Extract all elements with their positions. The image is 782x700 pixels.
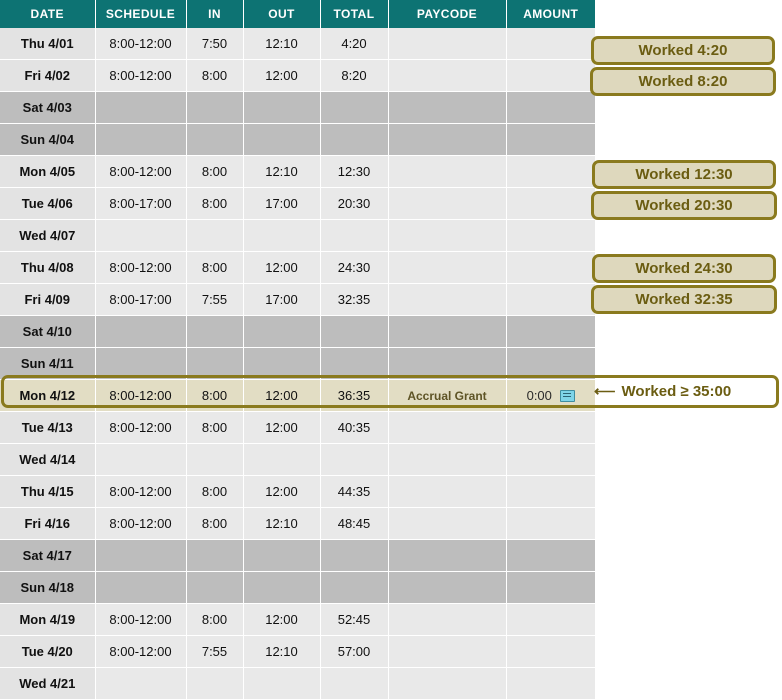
- column-header-paycode[interactable]: PAYCODE: [388, 0, 506, 28]
- cell-amount[interactable]: [506, 604, 595, 636]
- left-arrow-icon: ⟵: [594, 383, 616, 400]
- cell-total[interactable]: [320, 444, 388, 476]
- note-icon[interactable]: [560, 390, 575, 402]
- header-row: [0, 0, 595, 28]
- worked-total-callout: Worked 20:30: [591, 191, 777, 220]
- table-row[interactable]: [0, 252, 595, 284]
- cell-paycode[interactable]: [388, 92, 506, 124]
- cell-schedule[interactable]: 8:00-12:00: [95, 60, 186, 92]
- cell-amount[interactable]: [506, 348, 595, 380]
- column-header-out[interactable]: OUT: [243, 0, 320, 28]
- cell-out[interactable]: [243, 444, 320, 476]
- cell-schedule[interactable]: [95, 668, 186, 700]
- cell-paycode[interactable]: [388, 604, 506, 636]
- cell-amount[interactable]: [506, 412, 595, 444]
- cell-schedule[interactable]: 8:00-17:00: [95, 188, 186, 220]
- cell-out[interactable]: [243, 572, 320, 604]
- cell-total[interactable]: [320, 316, 388, 348]
- cell-in[interactable]: [186, 220, 243, 252]
- table-body: [0, 28, 595, 700]
- cell-schedule[interactable]: 8:00-12:00: [95, 252, 186, 284]
- cell-date[interactable]: Thu 4/01: [0, 28, 95, 60]
- cell-paycode[interactable]: [388, 476, 506, 508]
- cell-total[interactable]: [320, 220, 388, 252]
- cell-in[interactable]: 8:00: [186, 604, 243, 636]
- cell-schedule[interactable]: [95, 124, 186, 156]
- cell-date[interactable]: Wed 4/14: [0, 444, 95, 476]
- table-row[interactable]: [0, 316, 595, 348]
- cell-amount[interactable]: [506, 668, 595, 700]
- cell-date[interactable]: Mon 4/05: [0, 156, 95, 188]
- cell-total[interactable]: 4:20: [320, 28, 388, 60]
- cell-out[interactable]: 12:10: [243, 28, 320, 60]
- cell-paycode[interactable]: [388, 124, 506, 156]
- cell-amount[interactable]: [506, 188, 595, 220]
- column-header-date[interactable]: DATE: [0, 0, 95, 28]
- table-row[interactable]: [0, 284, 595, 316]
- cell-out[interactable]: 12:00: [243, 604, 320, 636]
- cell-schedule[interactable]: 8:00-12:00: [95, 28, 186, 60]
- table-header: [0, 0, 595, 28]
- cell-date[interactable]: Tue 4/20: [0, 636, 95, 668]
- cell-out[interactable]: 12:10: [243, 156, 320, 188]
- cell-date[interactable]: Fri 4/09: [0, 284, 95, 316]
- cell-amount[interactable]: [506, 476, 595, 508]
- cell-paycode[interactable]: [388, 316, 506, 348]
- table-row[interactable]: [0, 476, 595, 508]
- cell-total[interactable]: 40:35: [320, 412, 388, 444]
- table-row[interactable]: [0, 636, 595, 668]
- cell-paycode[interactable]: [388, 252, 506, 284]
- cell-amount[interactable]: [506, 92, 595, 124]
- cell-total[interactable]: [320, 540, 388, 572]
- cell-schedule[interactable]: [95, 92, 186, 124]
- cell-in[interactable]: 8:00: [186, 508, 243, 540]
- cell-out[interactable]: [243, 316, 320, 348]
- cell-paycode[interactable]: [388, 60, 506, 92]
- cell-in[interactable]: [186, 92, 243, 124]
- cell-in[interactable]: 8:00: [186, 252, 243, 284]
- cell-paycode[interactable]: [388, 156, 506, 188]
- cell-paycode[interactable]: [388, 508, 506, 540]
- worked-threshold-note: [594, 382, 731, 400]
- cell-date[interactable]: Tue 4/06: [0, 188, 95, 220]
- table-row[interactable]: [0, 540, 595, 572]
- cell-in[interactable]: 8:00: [186, 380, 243, 412]
- cell-date[interactable]: Fri 4/02: [0, 60, 95, 92]
- cell-amount[interactable]: [506, 636, 595, 668]
- cell-in[interactable]: 7:50: [186, 28, 243, 60]
- cell-in[interactable]: [186, 668, 243, 700]
- cell-paycode[interactable]: [388, 668, 506, 700]
- cell-out[interactable]: [243, 92, 320, 124]
- cell-total[interactable]: 44:35: [320, 476, 388, 508]
- cell-out[interactable]: 12:00: [243, 476, 320, 508]
- cell-in[interactable]: 7:55: [186, 636, 243, 668]
- cell-in[interactable]: [186, 540, 243, 572]
- cell-in[interactable]: [186, 124, 243, 156]
- cell-out[interactable]: 17:00: [243, 284, 320, 316]
- table-row[interactable]: [0, 444, 595, 476]
- cell-date[interactable]: Sun 4/11: [0, 348, 95, 380]
- cell-amount[interactable]: [506, 284, 595, 316]
- cell-paycode[interactable]: [388, 220, 506, 252]
- cell-date[interactable]: Mon 4/19: [0, 604, 95, 636]
- cell-paycode[interactable]: [388, 188, 506, 220]
- cell-in[interactable]: 8:00: [186, 156, 243, 188]
- cell-paycode[interactable]: [388, 636, 506, 668]
- cell-in[interactable]: [186, 572, 243, 604]
- cell-in[interactable]: 8:00: [186, 476, 243, 508]
- cell-date[interactable]: Tue 4/13: [0, 412, 95, 444]
- cell-paycode[interactable]: [388, 348, 506, 380]
- column-header-total[interactable]: TOTAL: [320, 0, 388, 28]
- worked-total-callout: Worked 4:20: [591, 36, 775, 65]
- cell-amount[interactable]: [506, 28, 595, 60]
- column-header-amount[interactable]: AMOUNT: [506, 0, 595, 28]
- cell-out[interactable]: 12:00: [243, 252, 320, 284]
- cell-amount[interactable]: [506, 60, 595, 92]
- cell-schedule[interactable]: [95, 540, 186, 572]
- cell-schedule[interactable]: 8:00-12:00: [95, 380, 186, 412]
- cell-in[interactable]: 8:00: [186, 412, 243, 444]
- cell-out[interactable]: [243, 668, 320, 700]
- cell-paycode[interactable]: [388, 412, 506, 444]
- cell-schedule[interactable]: [95, 348, 186, 380]
- cell-out[interactable]: [243, 540, 320, 572]
- cell-amount[interactable]: [506, 572, 595, 604]
- cell-total[interactable]: 8:20: [320, 60, 388, 92]
- cell-schedule[interactable]: 8:00-12:00: [95, 476, 186, 508]
- cell-amount[interactable]: [506, 508, 595, 540]
- cell-total[interactable]: 32:35: [320, 284, 388, 316]
- table-row[interactable]: [0, 28, 595, 60]
- cell-schedule[interactable]: 8:00-12:00: [95, 156, 186, 188]
- cell-out[interactable]: [243, 220, 320, 252]
- cell-in[interactable]: 8:00: [186, 188, 243, 220]
- cell-total[interactable]: [320, 572, 388, 604]
- cell-date[interactable]: Fri 4/16: [0, 508, 95, 540]
- cell-out[interactable]: [243, 124, 320, 156]
- table-row[interactable]: [0, 412, 595, 444]
- cell-total[interactable]: [320, 92, 388, 124]
- cell-total[interactable]: [320, 348, 388, 380]
- cell-total[interactable]: 24:30: [320, 252, 388, 284]
- cell-out[interactable]: 12:10: [243, 508, 320, 540]
- cell-date[interactable]: Wed 4/07: [0, 220, 95, 252]
- column-header-in[interactable]: IN: [186, 0, 243, 28]
- cell-total[interactable]: 12:30: [320, 156, 388, 188]
- cell-total[interactable]: [320, 668, 388, 700]
- cell-paycode[interactable]: [388, 444, 506, 476]
- cell-schedule[interactable]: 8:00-12:00: [95, 636, 186, 668]
- cell-schedule[interactable]: 8:00-12:00: [95, 508, 186, 540]
- worked-threshold-label: Worked ≥ 35:00: [621, 382, 732, 400]
- cell-amount[interactable]: [506, 540, 595, 572]
- cell-in[interactable]: [186, 316, 243, 348]
- cell-in[interactable]: 7:55: [186, 284, 243, 316]
- cell-out[interactable]: 12:10: [243, 636, 320, 668]
- cell-total[interactable]: 48:45: [320, 508, 388, 540]
- cell-total[interactable]: 20:30: [320, 188, 388, 220]
- table-row[interactable]: [0, 124, 595, 156]
- cell-out[interactable]: 12:00: [243, 412, 320, 444]
- cell-in[interactable]: [186, 444, 243, 476]
- table-row[interactable]: [0, 508, 595, 540]
- cell-out[interactable]: 12:00: [243, 60, 320, 92]
- cell-schedule[interactable]: [95, 220, 186, 252]
- worked-total-callout: Worked 24:30: [592, 254, 776, 283]
- cell-in[interactable]: [186, 348, 243, 380]
- cell-in[interactable]: 8:00: [186, 60, 243, 92]
- cell-date[interactable]: Sat 4/03: [0, 92, 95, 124]
- cell-total[interactable]: 52:45: [320, 604, 388, 636]
- column-header-schedule[interactable]: SCHEDULE: [95, 0, 186, 28]
- cell-paycode[interactable]: Accrual Grant: [388, 380, 506, 412]
- cell-paycode[interactable]: [388, 284, 506, 316]
- cell-amount[interactable]: [506, 156, 595, 188]
- worked-total-callout: Worked 12:30: [592, 160, 776, 189]
- cell-paycode[interactable]: [388, 572, 506, 604]
- cell-date[interactable]: Wed 4/21: [0, 668, 95, 700]
- cell-paycode[interactable]: [388, 540, 506, 572]
- table-row[interactable]: [0, 572, 595, 604]
- cell-schedule[interactable]: [95, 572, 186, 604]
- worked-total-callout: Worked 32:35: [591, 285, 777, 314]
- cell-amount[interactable]: [506, 220, 595, 252]
- table-row[interactable]: [0, 348, 595, 380]
- cell-schedule[interactable]: [95, 444, 186, 476]
- table-row[interactable]: [0, 220, 595, 252]
- cell-amount[interactable]: [506, 252, 595, 284]
- cell-date[interactable]: Thu 4/08: [0, 252, 95, 284]
- cell-out[interactable]: [243, 348, 320, 380]
- table-row[interactable]: [0, 380, 595, 412]
- cell-total[interactable]: 36:35: [320, 380, 388, 412]
- cell-schedule[interactable]: 8:00-12:00: [95, 604, 186, 636]
- table-row[interactable]: [0, 604, 595, 636]
- table-row[interactable]: [0, 668, 595, 700]
- table-row[interactable]: [0, 156, 595, 188]
- cell-date[interactable]: Sat 4/10: [0, 316, 95, 348]
- cell-schedule[interactable]: 8:00-17:00: [95, 284, 186, 316]
- cell-date[interactable]: Thu 4/15: [0, 476, 95, 508]
- table-row[interactable]: [0, 60, 595, 92]
- worked-total-callout: Worked 8:20: [590, 67, 776, 96]
- cell-amount[interactable]: [506, 444, 595, 476]
- cell-schedule[interactable]: [95, 316, 186, 348]
- cell-amount[interactable]: [506, 316, 595, 348]
- cell-out[interactable]: 12:00: [243, 380, 320, 412]
- cell-total[interactable]: 57:00: [320, 636, 388, 668]
- cell-date[interactable]: Mon 4/12: [0, 380, 95, 412]
- cell-schedule[interactable]: 8:00-12:00: [95, 412, 186, 444]
- cell-paycode[interactable]: [388, 28, 506, 60]
- cell-date[interactable]: Sun 4/04: [0, 124, 95, 156]
- cell-date[interactable]: Sun 4/18: [0, 572, 95, 604]
- cell-amount[interactable]: [506, 380, 595, 412]
- cell-amount[interactable]: [506, 124, 595, 156]
- table-row[interactable]: [0, 188, 595, 220]
- table-row[interactable]: [0, 92, 595, 124]
- cell-out[interactable]: 17:00: [243, 188, 320, 220]
- amount-value: 0:00: [526, 388, 552, 403]
- cell-total[interactable]: [320, 124, 388, 156]
- cell-date[interactable]: Sat 4/17: [0, 540, 95, 572]
